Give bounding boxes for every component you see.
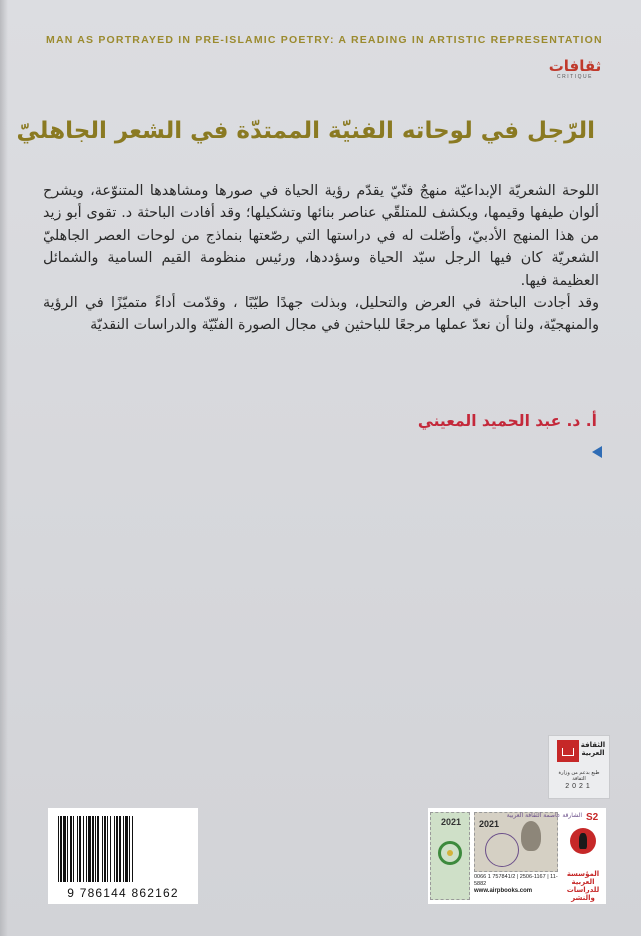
portrait-icon xyxy=(521,821,541,851)
stamp-left-year: 2021 xyxy=(440,817,462,827)
arabic-title: الرّجل في لوحاته الفنيّة الممتدّة في الشعر الجاهليّ xyxy=(16,118,595,144)
culture-support-stamp xyxy=(548,735,610,799)
publisher-emblem xyxy=(562,828,604,868)
isbn-number: 9 786144 862162 xyxy=(67,886,179,900)
publisher-contact xyxy=(474,874,558,895)
isbn-barcode xyxy=(48,808,198,904)
triangle-marker-icon xyxy=(592,446,602,458)
wreath-icon xyxy=(438,841,462,865)
spine-shadow xyxy=(0,0,8,936)
stamp-subtitle: طبع بدعم من وزارة الثقافة xyxy=(558,770,600,782)
knight-icon xyxy=(570,828,596,854)
publisher-logo-arabic: ثقافات xyxy=(548,57,602,75)
publisher-url: www.airpbooks.com xyxy=(474,888,533,894)
postage-stamp-left xyxy=(430,812,470,900)
english-title: MAN AS PORTRAYED IN PRE-ISLAMIC POETRY: A READING IN ARTISTIC REPRESENTATION xyxy=(46,34,603,46)
publisher-phone: 0066 1 757841/2 | 2506-1167 | 11-5882 xyxy=(474,874,558,887)
blurb-paragraph: اللوحة الشعريّة الإبداعيّة منهجٌ فنّيّ يقدّم رؤية الحياة في صورها ومشاهدها المتنوّعة، ويشرح ألوان طيفها وقيمها، ويكشف للمتلقّي عناصر بنائها وتشكيلها؛ وقد أفادت الباحثة د. تقوى أبو زيد من هذا المنهج الأدبيّ، وأصّلت له في دراستها التي رصّعتها بنماذج من لوحات العصر الجاهليّ الشعريّة كان فيها الرجل سيّد الحياة وسؤددها، ورئيس منظومة القيم السامية والشمائل العظيمة فيها. xyxy=(43,183,599,289)
postage-stamp-portrait xyxy=(474,812,558,872)
stamp-center-year: 2021 xyxy=(479,819,500,829)
author-name: أ. د. عبد الحميد المعيني xyxy=(417,412,597,430)
publisher-logo xyxy=(548,58,602,82)
postmark-icon xyxy=(485,833,519,867)
book-icon xyxy=(557,740,579,762)
postage-stamps xyxy=(428,808,606,904)
blurb-paragraph: وقد أجادت الباحثة في العرض والتحليل، وبذلت جهدًا طيّبًا ، وقدّمت أداءً متميّزًا في الرؤية والمنهجيّة، ولنا أن نعدّ عملها مرجعًا للباحثين في مجال الصورة الفنّيّة والدراسات النقديّة xyxy=(43,295,599,334)
stamp-year: 2021 xyxy=(565,783,593,790)
stamp-title: الثقافة العربية xyxy=(580,741,606,757)
stamp-price: S2 xyxy=(586,812,599,823)
publisher-logo-latin: CRITIQUE xyxy=(557,74,593,80)
blurb xyxy=(43,180,599,337)
publisher-name: المؤسسة العربية للدراسات والنشر xyxy=(566,870,600,902)
barcode-icon xyxy=(56,816,190,884)
stamp-header-text: الشارقة عاصمة الثقافة العربية xyxy=(506,812,582,819)
